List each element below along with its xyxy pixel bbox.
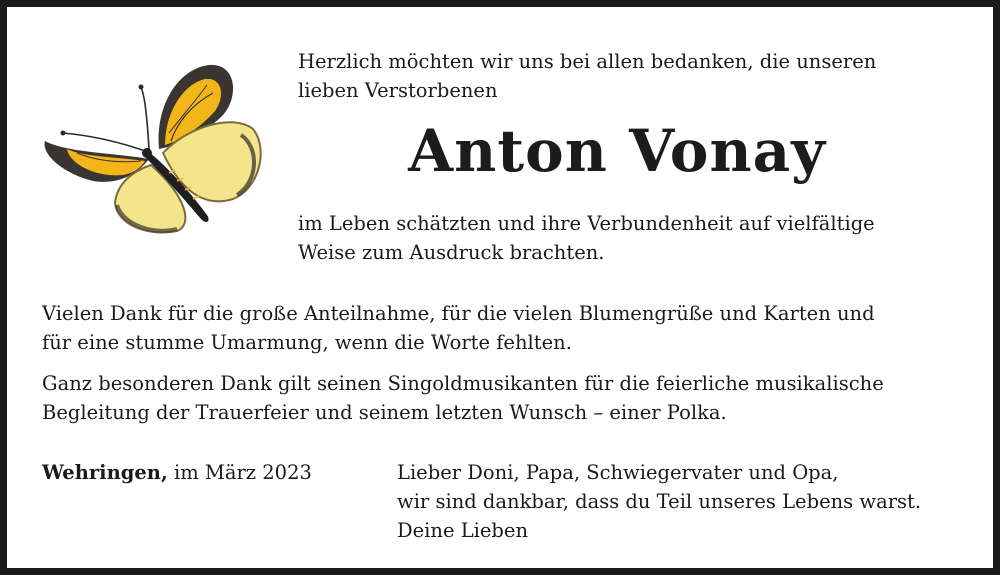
- closing-message: [397, 458, 987, 545]
- intro-line-1: Herzlich möchten wir uns bei allen bedanken, die unseren: [298, 50, 877, 73]
- intro-line-2: lieben Verstorbenen: [298, 79, 498, 102]
- thanks-line-1: Vielen Dank für die große Anteilnahme, für die vielen Blumengrüße und Karten und: [42, 302, 875, 325]
- butterfly-icon: [37, 57, 269, 242]
- special-thanks-line-1: Ganz besonderen Dank gilt seinen Singoldmusikanten für die feierliche musikalische: [42, 372, 884, 395]
- appreciation-text: [298, 209, 978, 267]
- closing-line-2: wir sind dankbar, dass du Teil unseres Lebens warst.: [397, 490, 922, 513]
- appreciation-line-2: Weise zum Ausdruck brachten.: [298, 241, 605, 264]
- special-thanks-paragraph: [42, 369, 982, 427]
- closing-signature: Deine Lieben: [397, 519, 529, 542]
- intro-text: [298, 47, 978, 105]
- special-thanks-line-2: Begleitung der Trauerfeier und seinem letzten Wunsch – einer Polka.: [42, 401, 727, 424]
- closing-line-1: Lieber Doni, Papa, Schwiegervater und Opa,: [397, 461, 839, 484]
- deceased-name: Anton Vonay: [408, 117, 826, 185]
- place-date-text: im März 2023: [173, 461, 312, 484]
- place-town: Wehringen,: [42, 461, 168, 484]
- thanks-paragraph: [42, 299, 982, 357]
- place-date: [42, 458, 312, 487]
- thanks-line-2: für eine stumme Umarmung, wenn die Worte fehlten.: [42, 331, 572, 354]
- appreciation-line-1: im Leben schätzten und ihre Verbundenheit auf vielfältige: [298, 212, 875, 235]
